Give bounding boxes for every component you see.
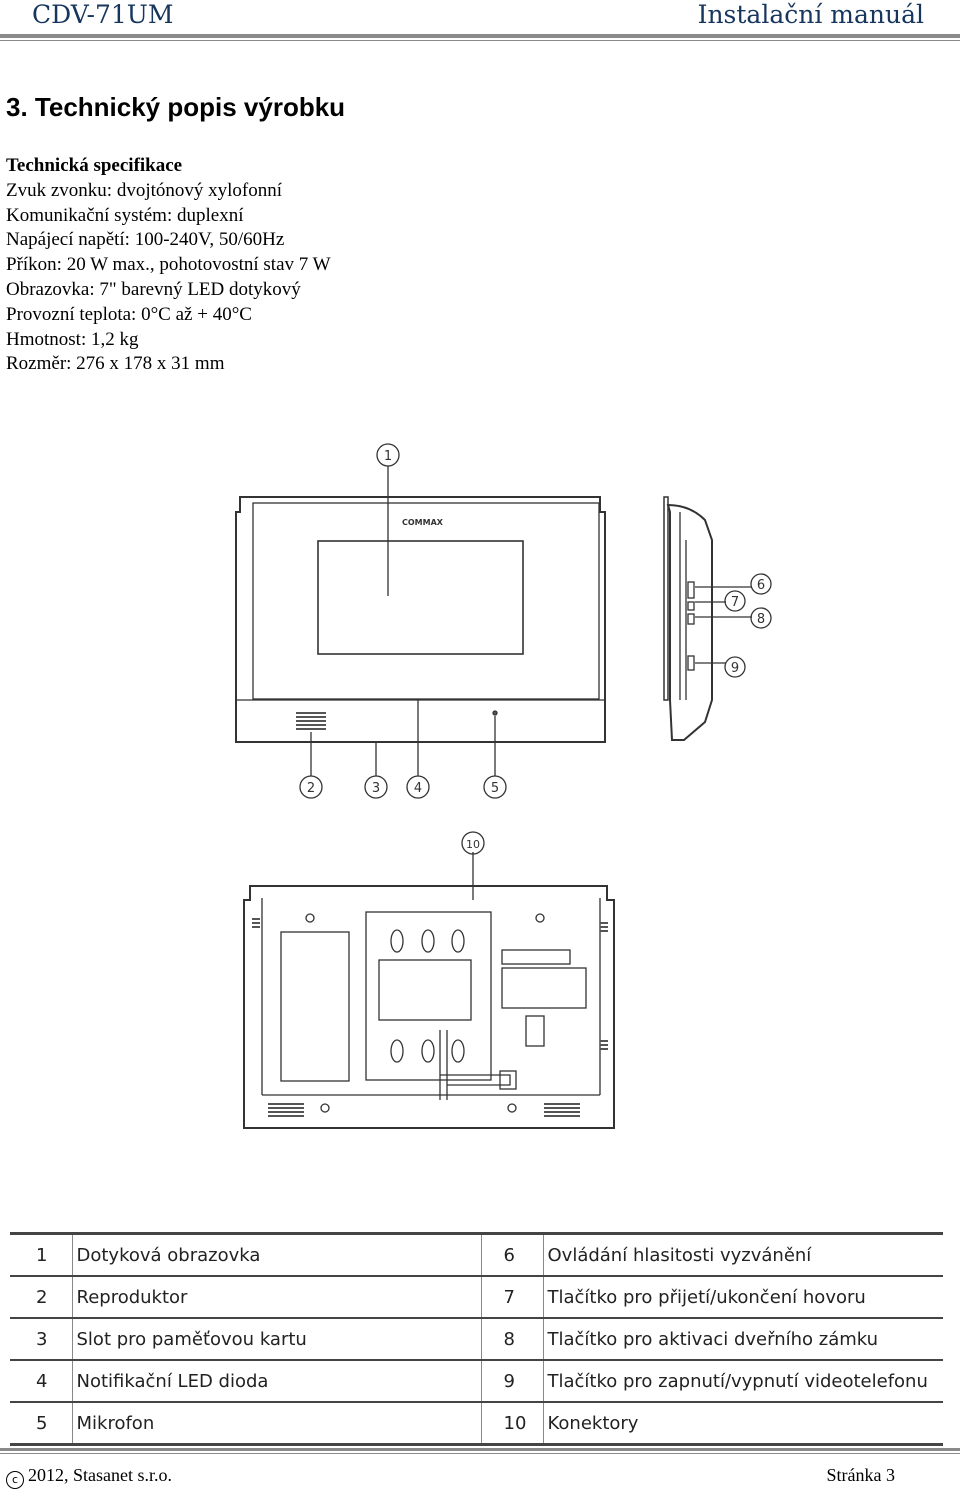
spec-line: Příkon: 20 W max., pohotovostní stav 7 W: [6, 254, 331, 276]
part-number: 6: [481, 1234, 543, 1277]
front-view: [236, 497, 605, 742]
callout-6: [751, 574, 771, 594]
part-number: 5: [10, 1402, 72, 1445]
table-row: [10, 1318, 943, 1360]
spec-line: Zvuk zvonku: dvojtónový xylofonní: [6, 179, 283, 201]
header-model: CDV-71UM: [32, 0, 174, 29]
callout-1: [377, 444, 399, 466]
part-description: Tlačítko pro přijetí/ukončení hovoru: [543, 1276, 943, 1318]
callout-4: [407, 776, 429, 798]
callout-label: 6: [756, 578, 766, 593]
part-description: Dotyková obrazovka: [72, 1234, 481, 1277]
side-view: [664, 497, 752, 740]
back-view: [244, 852, 614, 1128]
part-description: Slot pro paměťovou kartu: [72, 1318, 481, 1360]
device-diagram: [0, 430, 960, 1150]
callout-label: 5: [490, 781, 500, 796]
spec-line: Obrazovka: 7" barevný LED dotykový: [6, 278, 301, 300]
callout-7: [725, 591, 745, 611]
table-row: [10, 1402, 943, 1445]
part-number: 3: [10, 1318, 72, 1360]
callout-9: [725, 657, 745, 677]
callout-3: [365, 776, 387, 798]
spec-line: Rozměr: 276 x 178 x 31 mm: [6, 353, 225, 375]
spec-line: Napájecí napětí: 100-240V, 50/60Hz: [6, 229, 285, 251]
part-number: 7: [481, 1276, 543, 1318]
speaker-grille: [296, 712, 326, 730]
header-rule-thin: [0, 40, 960, 41]
spec-heading: Technická specifikace: [6, 155, 183, 176]
footer-rule: [0, 1448, 960, 1451]
callout-label: 10: [466, 838, 480, 851]
table-row: [10, 1276, 943, 1318]
part-number: 1: [10, 1234, 72, 1277]
header-document-title: Instalační manuál: [697, 0, 924, 29]
callout-2: [300, 776, 322, 798]
callout-10: [462, 832, 484, 854]
callout-8: [751, 608, 771, 628]
part-number: 9: [481, 1360, 543, 1402]
parts-table: [10, 1232, 943, 1446]
part-description: Tlačítko pro aktivaci dveřního zámku: [543, 1318, 943, 1360]
callout-label: 7: [730, 595, 740, 610]
part-number: 10: [481, 1402, 543, 1445]
footer-rule-thin: [0, 1453, 960, 1454]
callout-label: 2: [306, 781, 316, 796]
section-title: 3. Technický popis výrobku: [6, 92, 346, 122]
page-header: [0, 0, 960, 42]
spec-line: Provozní teplota: 0°C až + 40°C: [6, 303, 252, 325]
callout-label: 9: [730, 661, 740, 676]
copyright-icon: c: [6, 1471, 24, 1489]
footer-copyright: [6, 1465, 172, 1489]
table-row: [10, 1360, 943, 1402]
spec-line: Komunikační systém: duplexní: [6, 204, 244, 226]
part-description: Mikrofon: [72, 1402, 481, 1445]
table-row: [10, 1234, 943, 1277]
part-number: 4: [10, 1360, 72, 1402]
header-rule: [0, 34, 960, 38]
front-brand-label: COMMAX: [402, 518, 443, 527]
part-number: 2: [10, 1276, 72, 1318]
part-description: Reproduktor: [72, 1276, 481, 1318]
part-number: 8: [481, 1318, 543, 1360]
callout-5: [484, 776, 506, 798]
part-description: Notifikační LED dioda: [72, 1360, 481, 1402]
spec-block: [6, 154, 331, 377]
footer-page-number: Stránka 3: [826, 1465, 895, 1485]
spec-line: Hmotnost: 1,2 kg: [6, 328, 139, 350]
part-description: Konektory: [543, 1402, 943, 1445]
footer-copyright-text: 2012, Stasanet s.r.o.: [28, 1465, 172, 1485]
callout-label: 3: [371, 781, 381, 796]
callout-label: 1: [383, 449, 393, 464]
callout-label: 4: [413, 781, 423, 796]
callout-label: 8: [756, 612, 766, 627]
part-description: Tlačítko pro zapnutí/vypnutí videotelefonu: [543, 1360, 943, 1402]
part-description: Ovládání hlasitosti vyzvánění: [543, 1234, 943, 1277]
